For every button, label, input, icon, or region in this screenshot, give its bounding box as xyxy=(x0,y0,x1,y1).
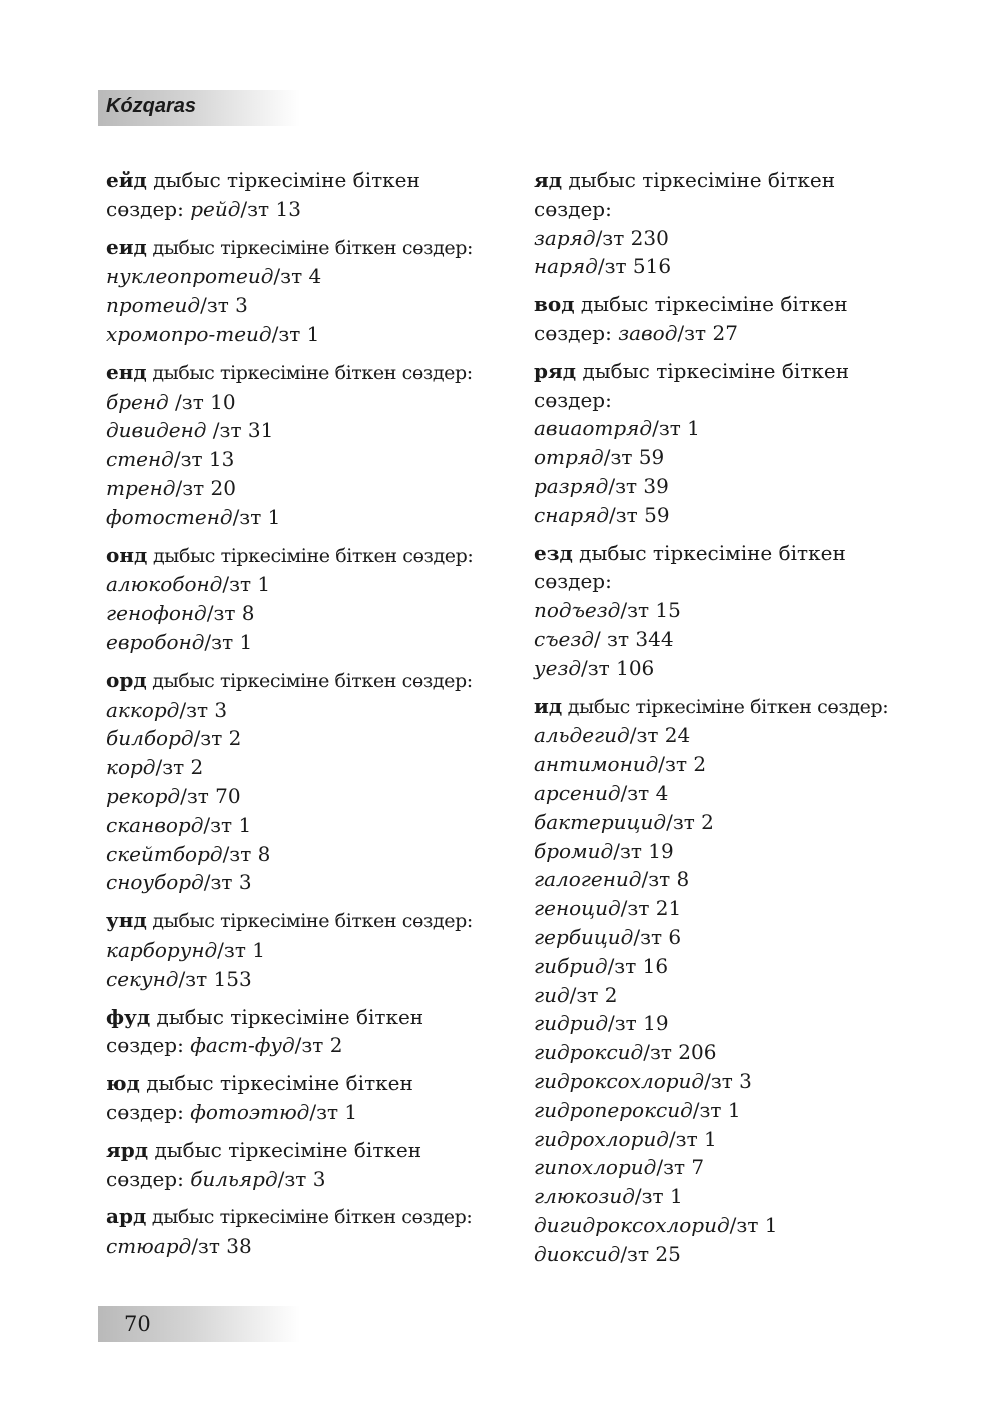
word-italic: отряд xyxy=(534,445,604,470)
suffix-key: юд xyxy=(106,1071,140,1096)
word-entry xyxy=(106,936,516,965)
suffix-key: унд xyxy=(106,908,147,933)
word-count: /зт 1 xyxy=(652,416,700,441)
suffix-key: ейд xyxy=(106,168,147,192)
heading-text-cont: сөздер: xyxy=(106,1166,191,1191)
word-italic: бильярд xyxy=(190,1166,278,1191)
suffix-key: езд xyxy=(534,540,573,565)
section-heading xyxy=(106,1069,516,1098)
word-count: /зт 230 xyxy=(595,225,669,250)
suffix-key: ард xyxy=(106,1204,147,1229)
word-count: /зт 25 xyxy=(620,1241,681,1266)
section-heading xyxy=(106,1136,516,1165)
word-entry xyxy=(106,753,516,782)
heading-text: дыбыс тіркесіміне біткен xyxy=(576,358,850,383)
word-italic: глюкозид xyxy=(534,1184,635,1209)
word-count: /зт 27 xyxy=(677,320,738,345)
word-entry xyxy=(534,1240,934,1269)
word-count: /зт 24 xyxy=(629,723,691,748)
word-entry xyxy=(534,1211,934,1240)
word-count: /зт 38 xyxy=(191,1234,252,1259)
word-italic: геноцид xyxy=(534,896,621,921)
heading-text: дыбыс тіркесіміне біткен сөздер: xyxy=(562,695,889,718)
word-italic: генофонд xyxy=(106,601,207,626)
heading-text: дыбыс тіркесіміне біткен сөздер: xyxy=(147,544,474,567)
heading-continuation xyxy=(534,319,934,348)
word-entry xyxy=(534,1067,934,1096)
word-entry xyxy=(534,443,934,472)
word-italic: евробонд xyxy=(106,629,205,654)
word-count: /зт 1 xyxy=(729,1212,778,1237)
suffix-section-езд xyxy=(534,539,934,683)
word-italic: съезд xyxy=(534,626,594,651)
suffix-section-ярд xyxy=(106,1136,516,1194)
word-italic: наряд xyxy=(534,254,598,279)
section-heading xyxy=(534,357,934,386)
word-entry xyxy=(534,414,934,443)
heading-text: дыбыс тіркесіміне біткен xyxy=(574,292,848,317)
word-entry xyxy=(534,808,934,837)
word-entry xyxy=(106,1232,516,1261)
suffix-section-ид xyxy=(534,692,934,1269)
word-entry xyxy=(106,599,516,628)
word-italic: авиаотряд xyxy=(534,416,653,441)
word-italic: гидрид xyxy=(534,1011,609,1036)
heading-text: дыбыс тіркесіміне біткен xyxy=(150,1004,424,1029)
word-entry xyxy=(534,472,934,501)
word-count: /зт 19 xyxy=(613,838,674,863)
word-entry xyxy=(106,696,516,725)
suffix-section-фуд xyxy=(106,1003,516,1061)
heading-continuation xyxy=(106,1098,516,1127)
word-entry xyxy=(534,779,934,808)
heading-continuation xyxy=(534,386,934,415)
suffix-section-еид xyxy=(106,233,516,349)
suffix-section-ряд xyxy=(534,357,934,530)
word-italic: рейд xyxy=(190,196,241,221)
word-count: /зт 2 xyxy=(666,809,714,834)
word-italic: заряд xyxy=(534,225,596,250)
word-entry xyxy=(534,1038,934,1067)
word-count: /зт 59 xyxy=(609,502,670,527)
heading-text: дыбыс тіркесіміне біткен сөздер: xyxy=(146,910,473,933)
word-italic: секунд xyxy=(106,966,179,991)
word-entry xyxy=(534,1009,934,1038)
heading-text-cont: сөздер: xyxy=(534,196,612,221)
word-italic: антимонид xyxy=(534,752,659,777)
word-count: /зт 1 xyxy=(203,812,252,837)
word-italic: подъезд xyxy=(534,598,621,623)
word-count: /зт 8 xyxy=(222,841,271,866)
heading-text-cont: сөздер: xyxy=(106,1033,191,1058)
heading-text: дыбыс тіркесіміне біткен сөздер: xyxy=(146,361,473,384)
word-count: /зт 59 xyxy=(603,445,665,470)
word-italic: бренд xyxy=(106,389,169,414)
word-entry xyxy=(534,923,934,952)
word-count: /зт 13 xyxy=(240,196,301,221)
suffix-key: фуд xyxy=(106,1004,151,1029)
word-entry xyxy=(106,840,516,869)
word-entry xyxy=(106,503,516,532)
word-italic: альдегид xyxy=(534,723,630,748)
heading-continuation xyxy=(534,567,934,596)
word-italic: стенд xyxy=(106,447,174,472)
word-italic: скейтборд xyxy=(106,841,223,866)
word-italic: гидрохлорид xyxy=(534,1126,669,1151)
word-entry xyxy=(106,262,516,291)
heading-continuation xyxy=(106,195,516,224)
left-column xyxy=(106,166,516,1270)
word-italic: хромопро-теид xyxy=(106,321,272,346)
word-count: /зт 206 xyxy=(643,1040,717,1065)
word-count: /зт 2 xyxy=(294,1033,343,1058)
word-italic: бактерицид xyxy=(534,809,667,834)
word-entry xyxy=(106,868,516,897)
word-entry xyxy=(534,952,934,981)
word-italic: нуклеопротеид xyxy=(106,264,274,289)
word-entry xyxy=(534,837,934,866)
suffix-key: онд xyxy=(106,542,148,567)
word-entry xyxy=(106,291,516,320)
word-count: /зт 19 xyxy=(608,1011,669,1036)
word-italic: галогенид xyxy=(534,867,642,892)
word-entry xyxy=(106,388,516,417)
heading-continuation xyxy=(106,1165,516,1194)
word-count: /зт 4 xyxy=(273,264,322,289)
word-entry xyxy=(534,224,934,253)
word-entry xyxy=(534,1096,934,1125)
word-count: /зт 1 xyxy=(668,1126,717,1151)
word-entry xyxy=(534,894,934,923)
word-count: /зт 1 xyxy=(217,937,265,962)
word-count: /зт 21 xyxy=(620,896,682,921)
word-count: /зт 15 xyxy=(620,598,681,623)
section-heading xyxy=(106,1003,516,1032)
word-entry xyxy=(534,501,934,530)
word-italic: снаряд xyxy=(534,502,610,527)
heading-text: дыбыс тіркесіміне біткен сөздер: xyxy=(146,1206,473,1229)
heading-text-cont: сөздер: xyxy=(106,196,191,221)
word-italic: гидропероксид xyxy=(534,1097,693,1122)
heading-text: дыбыс тіркесіміне біткен xyxy=(572,540,846,565)
suffix-section-яд xyxy=(534,166,934,281)
word-entry xyxy=(534,865,934,894)
word-italic: корд xyxy=(106,755,156,780)
word-entry xyxy=(106,724,516,753)
word-italic: аккорд xyxy=(106,697,180,722)
word-count: /зт 1 xyxy=(692,1097,741,1122)
word-count: /зт 8 xyxy=(206,601,255,626)
section-heading xyxy=(106,358,516,388)
word-italic: гид xyxy=(534,982,570,1007)
word-entry xyxy=(106,445,516,474)
word-count: /зт 3 xyxy=(200,293,248,318)
word-entry xyxy=(106,474,516,503)
word-count: /зт 2 xyxy=(193,726,242,751)
word-entry xyxy=(534,750,934,779)
word-entry xyxy=(106,965,516,994)
word-italic: тренд xyxy=(106,475,176,500)
word-italic: дигидроксохлорид xyxy=(534,1212,730,1237)
word-entry xyxy=(534,1153,934,1182)
word-entry xyxy=(534,625,934,654)
word-count: /зт 70 xyxy=(180,783,241,808)
word-entry xyxy=(534,721,934,750)
page-number: 70 xyxy=(124,1312,151,1336)
word-count: /зт 13 xyxy=(173,447,235,472)
heading-text: дыбыс тіркесіміне біткен xyxy=(148,1137,422,1162)
section-heading xyxy=(106,233,516,263)
word-entry xyxy=(534,981,934,1010)
word-entry xyxy=(106,416,516,445)
word-count: /зт 1 xyxy=(204,629,253,654)
word-italic: фаст-фуд xyxy=(190,1033,295,1058)
heading-text: дыбыс тіркесіміне біткен сөздер: xyxy=(146,236,473,259)
suffix-key: ид xyxy=(534,693,563,718)
word-italic: гибрид xyxy=(534,953,608,978)
section-heading xyxy=(106,541,516,571)
suffix-section-унд xyxy=(106,906,516,993)
word-italic: стюард xyxy=(106,1234,192,1259)
word-count: /зт 10 xyxy=(168,389,236,414)
suffix-section-юд xyxy=(106,1069,516,1127)
suffix-section-енд xyxy=(106,358,516,532)
section-heading xyxy=(106,166,516,195)
word-entry xyxy=(534,252,934,281)
word-count: /зт 2 xyxy=(569,982,618,1007)
word-italic: карборунд xyxy=(106,937,218,962)
suffix-key: яд xyxy=(534,168,563,192)
word-entry xyxy=(534,596,934,625)
word-italic: гербицид xyxy=(534,924,634,949)
suffix-key: еид xyxy=(106,234,147,259)
heading-text: дыбыс тіркесіміне біткен xyxy=(562,168,836,192)
word-count: /зт 3 xyxy=(704,1068,752,1093)
heading-continuation xyxy=(106,1031,516,1060)
word-entry xyxy=(106,811,516,840)
word-entry xyxy=(534,1182,934,1211)
section-heading xyxy=(534,539,934,568)
word-count: /зт 1 xyxy=(634,1184,683,1209)
word-italic: бромид xyxy=(534,838,614,863)
heading-text-cont: сөздер: xyxy=(534,387,612,412)
suffix-key: ярд xyxy=(106,1137,149,1162)
word-count: /зт 4 xyxy=(620,780,669,805)
word-count: /зт 8 xyxy=(641,867,690,892)
section-heading xyxy=(534,290,934,319)
word-italic: фотостенд xyxy=(106,504,233,529)
word-italic: разряд xyxy=(534,473,609,498)
word-italic: сноуборд xyxy=(106,870,204,895)
word-italic: арсенид xyxy=(534,780,621,805)
word-count: /зт 3 xyxy=(179,697,228,722)
word-count: /зт 2 xyxy=(155,755,204,780)
heading-text: дыбыс тіркесіміне біткен xyxy=(139,1071,413,1096)
suffix-key: ряд xyxy=(534,358,577,383)
heading-text-cont: сөздер: xyxy=(534,569,612,594)
section-heading xyxy=(106,1202,516,1232)
word-count: /зт 31 xyxy=(206,418,274,443)
section-heading xyxy=(534,692,934,722)
word-entry xyxy=(106,782,516,811)
word-italic: фотоэтюд xyxy=(190,1099,310,1124)
word-italic: билборд xyxy=(106,726,194,751)
word-italic: уезд xyxy=(534,655,582,680)
word-italic: рекорд xyxy=(106,783,181,808)
word-count: /зт 16 xyxy=(607,953,669,978)
word-count: /зт 39 xyxy=(608,473,669,498)
word-italic: гидроксид xyxy=(534,1040,644,1065)
word-entry xyxy=(106,628,516,657)
word-italic: гипохлорид xyxy=(534,1155,657,1180)
word-count: /зт 106 xyxy=(581,655,655,680)
right-column xyxy=(534,166,934,1277)
heading-continuation xyxy=(534,195,934,224)
suffix-section-ард xyxy=(106,1202,516,1261)
word-count: /зт 153 xyxy=(178,966,252,991)
word-count: /зт 516 xyxy=(597,254,672,279)
word-count: / зт 344 xyxy=(593,626,674,651)
word-count: /зт 1 xyxy=(222,572,271,597)
word-count: /зт 1 xyxy=(271,321,320,346)
suffix-section-орд xyxy=(106,666,516,897)
section-heading xyxy=(106,906,516,936)
suffix-section-онд xyxy=(106,541,516,657)
word-count: /зт 1 xyxy=(232,504,281,529)
word-count: /зт 20 xyxy=(175,475,236,500)
word-italic: протеид xyxy=(106,293,201,318)
heading-text: дыбыс тіркесіміне біткен xyxy=(146,168,420,192)
suffix-section-вод xyxy=(534,290,934,348)
word-count: /зт 6 xyxy=(633,924,682,949)
section-heading xyxy=(106,666,516,696)
word-italic: дивиденд xyxy=(106,418,207,443)
word-italic: завод xyxy=(618,320,678,345)
heading-text-cont: сөздер: xyxy=(106,1099,191,1124)
word-italic: сканворд xyxy=(106,812,204,837)
word-italic: диоксид xyxy=(534,1241,621,1266)
word-italic: гидроксохлорид xyxy=(534,1068,705,1093)
word-count: /зт 2 xyxy=(658,752,707,777)
word-count: /зт 7 xyxy=(656,1155,705,1180)
running-header-title: Kózqaras xyxy=(106,95,197,117)
word-count: /зт 1 xyxy=(309,1099,358,1124)
suffix-key: вод xyxy=(534,292,575,317)
word-entry xyxy=(106,570,516,599)
word-entry xyxy=(534,1125,934,1154)
suffix-section-ейд xyxy=(106,166,516,224)
word-entry xyxy=(106,320,516,349)
word-entry xyxy=(534,654,934,683)
word-count: /зт 3 xyxy=(203,870,252,895)
word-count: /зт 3 xyxy=(277,1166,326,1191)
word-italic: алюкобонд xyxy=(106,572,223,597)
section-heading xyxy=(534,166,934,195)
suffix-key: енд xyxy=(106,359,147,384)
heading-text-cont: сөздер: xyxy=(534,320,619,345)
suffix-key: орд xyxy=(106,667,147,692)
heading-text: дыбыс тіркесіміне біткен сөздер: xyxy=(146,669,473,692)
